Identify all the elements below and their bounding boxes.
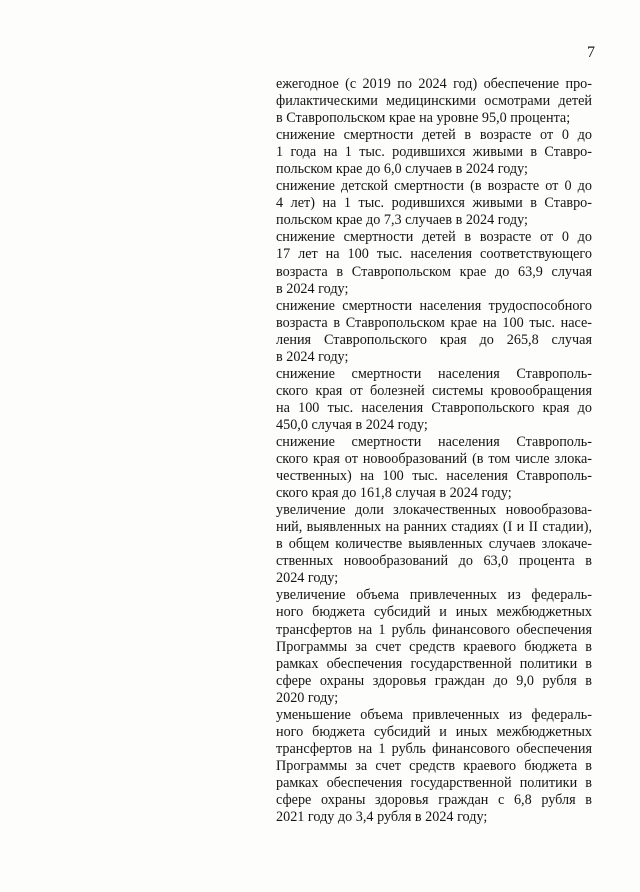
text-line: снижение смертности населения Ставрополь- [276,365,592,382]
text-line: 2020 году; [276,689,339,706]
text-line: ежегодное (с 2019 по 2024 год) обеспечение про- [276,76,592,92]
text-line: Программы за счет средств краевого бюджета в [276,757,592,774]
text-line: в 2024 году; [276,280,349,297]
text-line: снижение детской смертности (в возрасте от 0 до [276,178,592,195]
text-line: увеличение объема привлеченных из федераль- [276,587,592,604]
text-line: ления Ставропольского края до 265,8 случая [276,331,592,348]
text-line: ственных новообразований до 63,0 процента в [276,553,592,570]
text-line: рамках обеспечения государственной политики в [276,655,592,672]
text-line: в Ставропольском крае на уровне 95,0 процента; [276,110,571,127]
text-line: филактическими медицинскими осмотрами детей [276,93,592,110]
text-line: польском крае до 7,3 случаев в 2024 году; [276,212,528,229]
text-line: ского края от новообразований (в том числе злока- [276,451,592,468]
text-line: снижение смертности населения Ставрополь- [276,433,592,450]
text-line: польском крае до 6,0 случаев в 2024 году; [276,161,528,178]
text-line: возраста в Ставропольском крае на 100 тыс. насе- [276,314,592,331]
text-line: увеличение доли злокачественных новообразова- [276,502,592,519]
text-line: 1 года на 1 тыс. родившихся живыми в Ставро- [276,144,592,161]
text-line: ного бюджета субсидий и иных межбюджетных [276,723,592,740]
text-line: Программы за счет средств краевого бюджета в [276,638,592,655]
document-body [276,76,592,826]
text-line: чественных) на 100 тыс. населения Ставрополь- [276,468,592,485]
text-line: возраста в Ставропольском крае до 63,9 случая [276,263,592,280]
text-line: сфере охраны здоровья граждан с 6,8 рубля в [276,791,592,808]
text-line: 4 лет) на 1 тыс. родившихся живыми в Ставро- [276,195,592,212]
text-line: ского края от болезней системы кровообращения [276,382,592,399]
text-line: 2021 году до 3,4 рубля в 2024 году; [276,809,488,826]
text-line: 450,0 случая в 2024 году; [276,416,428,433]
text-line: уменьшение объема привлеченных из федераль- [276,706,592,723]
text-line: ного бюджета субсидий и иных межбюджетных [276,604,592,621]
text-line: в 2024 году; [276,348,349,365]
text-line: снижение смертности населения трудоспособного [276,297,592,314]
text-line: на 100 тыс. населения Ставропольского края до [276,399,592,416]
text-line: в общем количестве выявленных случаев злокаче- [276,536,592,553]
text-line: 17 лет на 100 тыс. населения соответствующего [276,246,592,263]
text-line: снижение смертности детей в возрасте от 0 до [276,229,592,246]
text-line: снижение смертности детей в возрасте от 0 до [276,127,592,144]
text-line: рамках обеспечения государственной политики в [276,774,592,791]
text-line: трансфертов на 1 рубль финансового обеспечения [276,740,592,757]
text-line: ского края до 161,8 случая в 2024 году; [276,485,512,502]
text-line: 2024 году; [276,570,339,587]
page-number: 7 [587,44,595,61]
text-line: ний, выявленных на ранних стадиях (I и II стадии), [276,519,592,536]
text-line: трансфертов на 1 рубль финансового обеспечения [276,621,592,638]
text-line: сфере охраны здоровья граждан до 9,0 рубля в [276,672,592,689]
